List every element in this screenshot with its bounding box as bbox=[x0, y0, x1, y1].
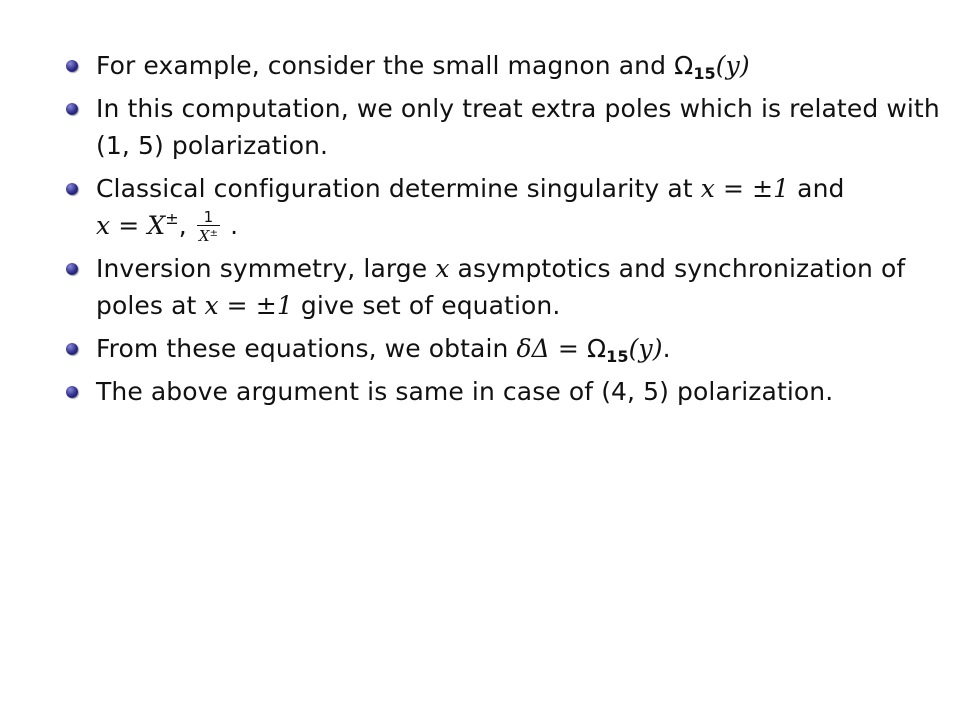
omega-subscript: 15 bbox=[606, 347, 629, 366]
comma: , bbox=[178, 211, 195, 240]
bullet-icon bbox=[66, 60, 78, 72]
bullet-item-inversion-symmetry bbox=[66, 250, 946, 324]
fraction-numerator: 1 bbox=[197, 210, 220, 226]
omega-symbol: Ω bbox=[586, 334, 607, 363]
bullet-text: Inversion symmetry, large bbox=[96, 254, 436, 283]
bullet-item-obtain-result bbox=[66, 330, 946, 367]
bullet-text: For example, consider the small magnon and bbox=[96, 51, 675, 80]
omega-argument: (y) bbox=[715, 51, 750, 80]
bullet-text-and: and bbox=[789, 174, 845, 203]
variable-x: x bbox=[435, 254, 450, 283]
omega-symbol: Ω bbox=[674, 51, 694, 80]
delta-equation: δΔ = bbox=[516, 334, 587, 363]
period: . bbox=[222, 211, 239, 240]
bullet-text: From these equations, we obtain bbox=[96, 334, 517, 363]
bullet-text-end: give set of equation. bbox=[292, 291, 561, 320]
equation-x-pm-one: x = ±1 bbox=[700, 174, 790, 203]
bullet-text: In this computation, we only treat extra poles which is related with (1, 5) polarization. bbox=[96, 94, 940, 160]
bullet-icon bbox=[66, 103, 78, 115]
fraction-denominator-sup: ± bbox=[209, 228, 219, 239]
fraction-denominator-base: X bbox=[198, 227, 210, 245]
bullet-list bbox=[66, 47, 946, 416]
bullet-item-extra-poles bbox=[66, 90, 946, 164]
pm-superscript: ± bbox=[165, 209, 179, 228]
equation-x-pm-one: x = ±1 bbox=[204, 291, 293, 320]
bullet-item-small-magnon bbox=[66, 47, 946, 84]
bullet-text: The above argument is same in case of (4, 5) polarization. bbox=[96, 377, 834, 406]
bullet-item-same-argument bbox=[66, 373, 946, 410]
equation-x-equals-X: x = X bbox=[96, 211, 166, 240]
bullet-icon bbox=[66, 343, 78, 355]
bullet-text-middle: asymptotics and synchronization of poles at bbox=[96, 254, 906, 320]
period: . bbox=[662, 334, 671, 363]
bullet-text: Classical configuration determine singularity at bbox=[96, 174, 701, 203]
fraction-one-over-X bbox=[197, 210, 220, 244]
bullet-icon bbox=[66, 386, 78, 398]
fraction-denominator bbox=[197, 226, 220, 244]
omega-subscript: 15 bbox=[693, 64, 716, 83]
omega-argument: (y) bbox=[628, 334, 663, 363]
bullet-icon bbox=[66, 263, 78, 275]
bullet-item-classical-configuration bbox=[66, 170, 946, 244]
bullet-icon bbox=[66, 183, 78, 195]
